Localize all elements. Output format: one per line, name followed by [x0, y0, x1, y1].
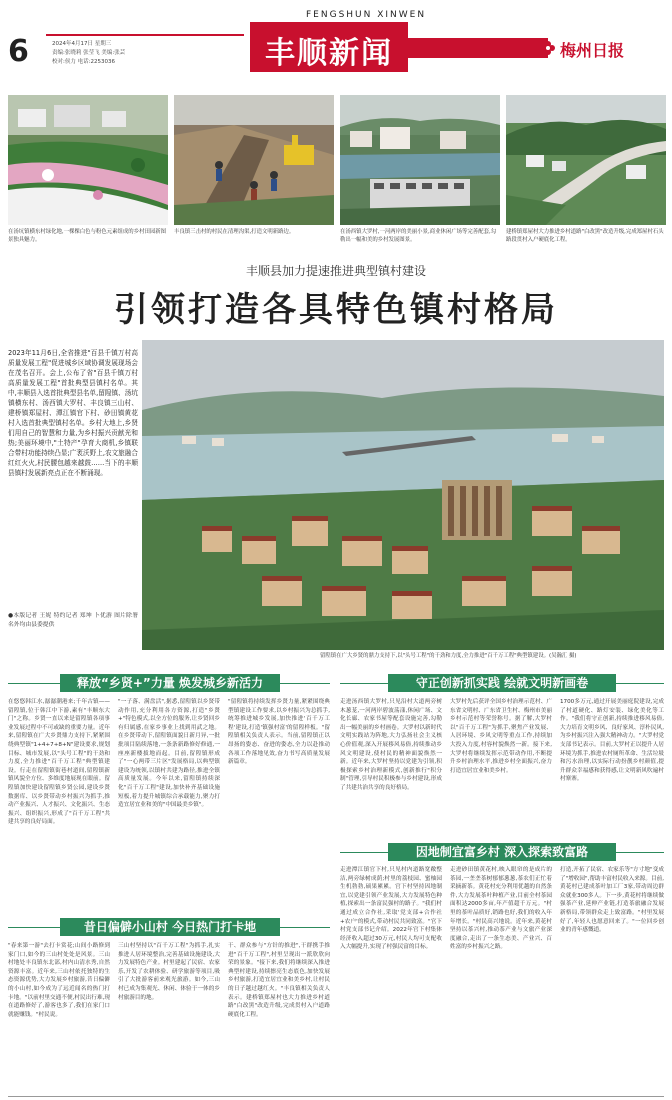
body-text: 在悠悠韩江水,潺潺潮港来;千年古镇——留隍镇,位于韩江中下游,素有"丰顺东大门"之称。乡贤一直以来是留隍镇各项事业发展过程中不可或缺的重要力量。近年来,留隍镇在广大乡贤鼎力支持下,紧紧围绕典型镇"1+4+7+8+N"建设要求,规划目标、城市发展,以"头号工程"的干劲和力度,全力推进"百千万工程"典型镇建设。行走在留隍镇街巷村道间,留隍镇新镇风貌全方位、多维度地展现在眼前。留隍镇加快建设留隍镇乡贤公园,建设乡贤数据库、以乡贤带动乡村振兴为抓手,推动产业振兴、人才振兴、文化振兴、生态振兴、组织振兴,形成了"百千万工程"共建共享的良好局面。: [8, 699, 110, 826]
body-text: 1700多万元,通过开展美丽庭院建设,完成了村道硬化、路灯安装、绿化美化等工作。"我们将守正创新,持续推进移风易俗,大力培育文明乡风、良好家风、淳朴民风,为乡村振兴注入强大精神动力。"大罗村党支部书记表示。目前,大罗村正以提升人居环境为抓手,推进农村厕所革命、生活垃圾和污水治理,以实际行动扮靓乡村颜值,提升群众幸福感和获得感,让文明新风吹遍村村寨寨。: [560, 699, 664, 783]
date-line: 2024年4月17日 星期三: [52, 41, 112, 47]
body-text: "一子落、满盘活",据悉,留隍镇以乡贤带动作用,充分利用各方资源,打造"乡贤+"特色模式,以全方位的服务,让乡贤回乡有归属感,在家乡事业上找到用武之地。在乡贤带动下,留隍镇面貌日新月异,一批批项目陆续落地,一条条新路修好修通,一座座新楼拔地而起。目前,留隍镇形成了"一心两带三片区"发展格局,以典型镇建设为统领,以镇村共建为路径,推进全镇高质量发展。今年以来,留隍镇持续深化"百千万工程"建设,加快补齐基础设施短板,着力提升城镇综合承载能力,聚力打造宜居宜业和美的"中国最美乡镇"。: [118, 699, 220, 809]
issue-info: [52, 40, 242, 67]
masthead: [0, 0, 672, 82]
photo-ditch-cleaning: [174, 95, 334, 225]
header-band: [408, 38, 548, 58]
photo-caption: 建桥镇郑屋村大力推进乡村道路"白改黑"改造升级,完成郑屋村石头路段贯村入户硬底化工程。: [506, 229, 664, 243]
photo-mountain-road: [506, 95, 666, 225]
photo-caption: 在汤西镇大罗村,一河两岸的美丽小景,商业休闲广场等完善配套,勾勒出一幅和美的乡村发展图景。: [340, 229, 497, 243]
lead-paragraph: 2023年11月6日,全省推进"百县千镇万村高质量发展工程"促进城乡区域协调发展现场会在茂名召开。会上,公布了省"百县千镇万村高质量发展工程"首批典型县镇村名单。其中,丰顺县入选首批典型县名单,留隍镇、汤坑镇横东村、汤西镇大罗村、丰良镇三山村、建桥镇郑屋村、潭江镇官下村、砂田镇黄花村入选首批典型镇村名单。乡村大地上,乡贤们用自己的智慧和力量,为乡村振兴贡献光和热;美丽环境中,"土特产"孕育大商机,乡镇联合带村功能持续凸显;广袤沃野上,农文旅融合红红火火,村民腰包越来越鼓……当下的丰顺县镇村发展新亮点正在不断涌现。: [8, 349, 138, 477]
section-pinyin: FENGSHUN XINWEN: [306, 10, 427, 20]
main-photo-caption: 留隍镇在广大乡贤的鼎力支持下,以"头号工程"的干劲和力度,全力推进"百千万工程"典型镇建设。(吴瀚汇 摄): [320, 653, 577, 659]
photo-flower-field: [8, 95, 168, 225]
body-text: 打造,开拓了民宿、农家乐等"方寸地"变成了"增收园",帮助丰富村民收入来源。目前,黄花村已建成茶叶加工厂3家,带动周边群众就业300多人。下一步,黄花村将继续做强茶产业,延伸产业链,打造茶旅融合发展新格局,带领群众走上致富路。"村里发展好了,年轻人也愿意回来了。"一位回乡创业的青年感慨道。: [560, 867, 664, 934]
body-text: 走进汤西镇大罗村,只见沿村大道两旁树木葱茏,一河两岸碧波荡漾,休闲广场、文化长廊、农家书屋等配套设施完善,勾勒出一幅美丽的乡村画卷。大罗村以新时代文明实践站为阵地,大力弘扬社会主义核心价值观,深入开展移风易俗,持续推动乡风文明建设,使村民的精神面貌焕然一新。近年来,大罗村坚持以党建为引领,积极探索乡村治理新模式,创新推行"积分制"管理,引导村民积极参与乡村建设,形成了共建共治共享的良好格局。: [340, 699, 442, 791]
body-text: 走进潭江镇官下村,只见村内道路宽敞整洁,两旁绿树成荫;村里的荔枝园、蜜柚园生机勃勃,硕果累累。官下村坚持因地制宜,以党建引领产业发展,大力发展特色种植,探索出一条富民强村的路子。"我们村通过成立合作社,采取'党支部+合作社+农户'的模式,带动村民共同致富。"官下村党支部书记介绍。2022年官下村集体经济收入超过30万元,村民人均可支配收入大幅提升,实现了村强民富的目标。: [340, 867, 442, 951]
newspaper-logo: 梅州日报: [560, 41, 625, 60]
body-text: "春来第一游"去打卡赏花;山间小路修到家门口,如今的三山村处处是风景。三山村地处丰良镇东北部,村内山清水秀,自然资源丰富。近年来,三山村依托独特的生态资源优势,大力发展乡村旅游,昔日偏僻的小山村,如今成为了远近闻名的热门打卡地。"以前村里交通不便,村民出行难,现在道路修好了,游客也多了,我们在家门口就能赚钱。"村民说。: [8, 943, 110, 1018]
plum-blossom-icon: [540, 40, 556, 56]
photo-caption: 在汤坑镇横东村绿化地,一棵棵白色与粉色元素组成的乡村田园新图景独具魅力。: [8, 229, 167, 243]
body-text: "留隍镇将持续发挥乡贤力量,紧紧围绕典型镇建设工作要求,以乡村振兴为总抓手,统筹推进城乡发展,加快推进'百千万工程'建设,打造'镇强村富'的留隍样板。"留隍镇相关负责人表示。当前,留隍镇正以昂扬的姿态、奋进的姿态,全力以赴推动各项工作落地见效,奋力书写高质量发展新篇章。: [228, 699, 330, 766]
article-kicker: 丰顺县加力提速推进典型镇村建设: [245, 264, 426, 278]
photo-riverside-village: [340, 95, 500, 225]
section-heading: 昔日偏僻小山村 今日热门打卡地: [60, 918, 280, 936]
photo-liuhuang-town: [142, 340, 664, 650]
page-number: 6: [8, 34, 29, 69]
body-text: 大罗村先后获评全国乡村治理示范村、广东省文明村、广东省卫生村、梅州市美丽乡村示范村等荣誉称号。据了解,大罗村以"百千万工程"为抓手,聚焦产业发展、人居环境、乡风文明等重点工作,持续加大投入力度,村容村貌焕然一新。接下来,大罗村将继续发挥示范带动作用,不断提升乡村治理水平,推进乡村全面振兴,奋力打造宜居宜业和美乡村。: [450, 699, 552, 774]
section-title: 丰顺新闻: [265, 36, 393, 71]
photo-caption: 丰良镇三击村的村民在清理沟渠,打造文明新路边。: [174, 229, 295, 235]
header-rule: [46, 34, 244, 36]
body-text: 三山村坚持以"百千万工程"为抓手,扎实推进人居环境整治,完善基础设施建设,大力发展特色产业。村里建起了民宿、农家乐,开发了农耕体验、研学旅游等项目,吸引了大批游客前来观光旅游。如今,三山村已成为集观光、休闲、体验于一体的乡村旅游目的地。: [118, 943, 220, 1001]
body-text: 走进砂田镇黄花村,映入眼帘的是成片的茶园,一垄垄茶树郁郁葱葱,茶农们正忙着采摘新茶。黄花村充分利用优越的自然条件,大力发展茶叶种植产业,目前全村茶园面积达2000多亩,年产值超千万元。"村里的茶叶品质好,销路也好,我们的收入年年增长。"村民高兴地说。近年来,黄花村坚持以茶兴村,推动茶产业与文旅产业深度融合,走出了一条生态美、产业兴、百姓富的乡村振兴之路。: [450, 867, 552, 951]
article-headline: 引领打造各具特色镇村格局: [114, 290, 558, 330]
section-heading: 释放“乡贤+”力量 焕发城乡新活力: [60, 674, 280, 692]
body-text: 干、群众参与"方针的推进",干群携手推进"百千万工程",村里呈现出一派欣欣向荣的景象。"接下来,我们将继续深入推进典型村建设,持续擦亮生态底色,加快发展乡村旅游,打造宜居宜业和美乡村,让村民的日子越过越红火。"丰良镇相关负责人表示。建桥镇郑屋村也大力推进乡村道路"白改黑"改造升级,完成贯村入户道路硬底化工程。: [228, 943, 330, 1018]
section-heading: 因地制宜富乡村 深入探索致富路: [388, 843, 616, 861]
bottom-rule: [8, 1096, 664, 1097]
article-credit: ●本版记者 王妮 特约记者 郑坤 卜优游 图片除署名外均由县委提供: [8, 613, 138, 628]
editor-line: 责编:张晓莉 张莹飞 美编:张芸: [52, 50, 126, 56]
section-heading: 守正创新抓实践 绘就文明新画卷: [388, 674, 616, 692]
proof-line: 校对:侯力 电话:2253036: [52, 59, 115, 65]
